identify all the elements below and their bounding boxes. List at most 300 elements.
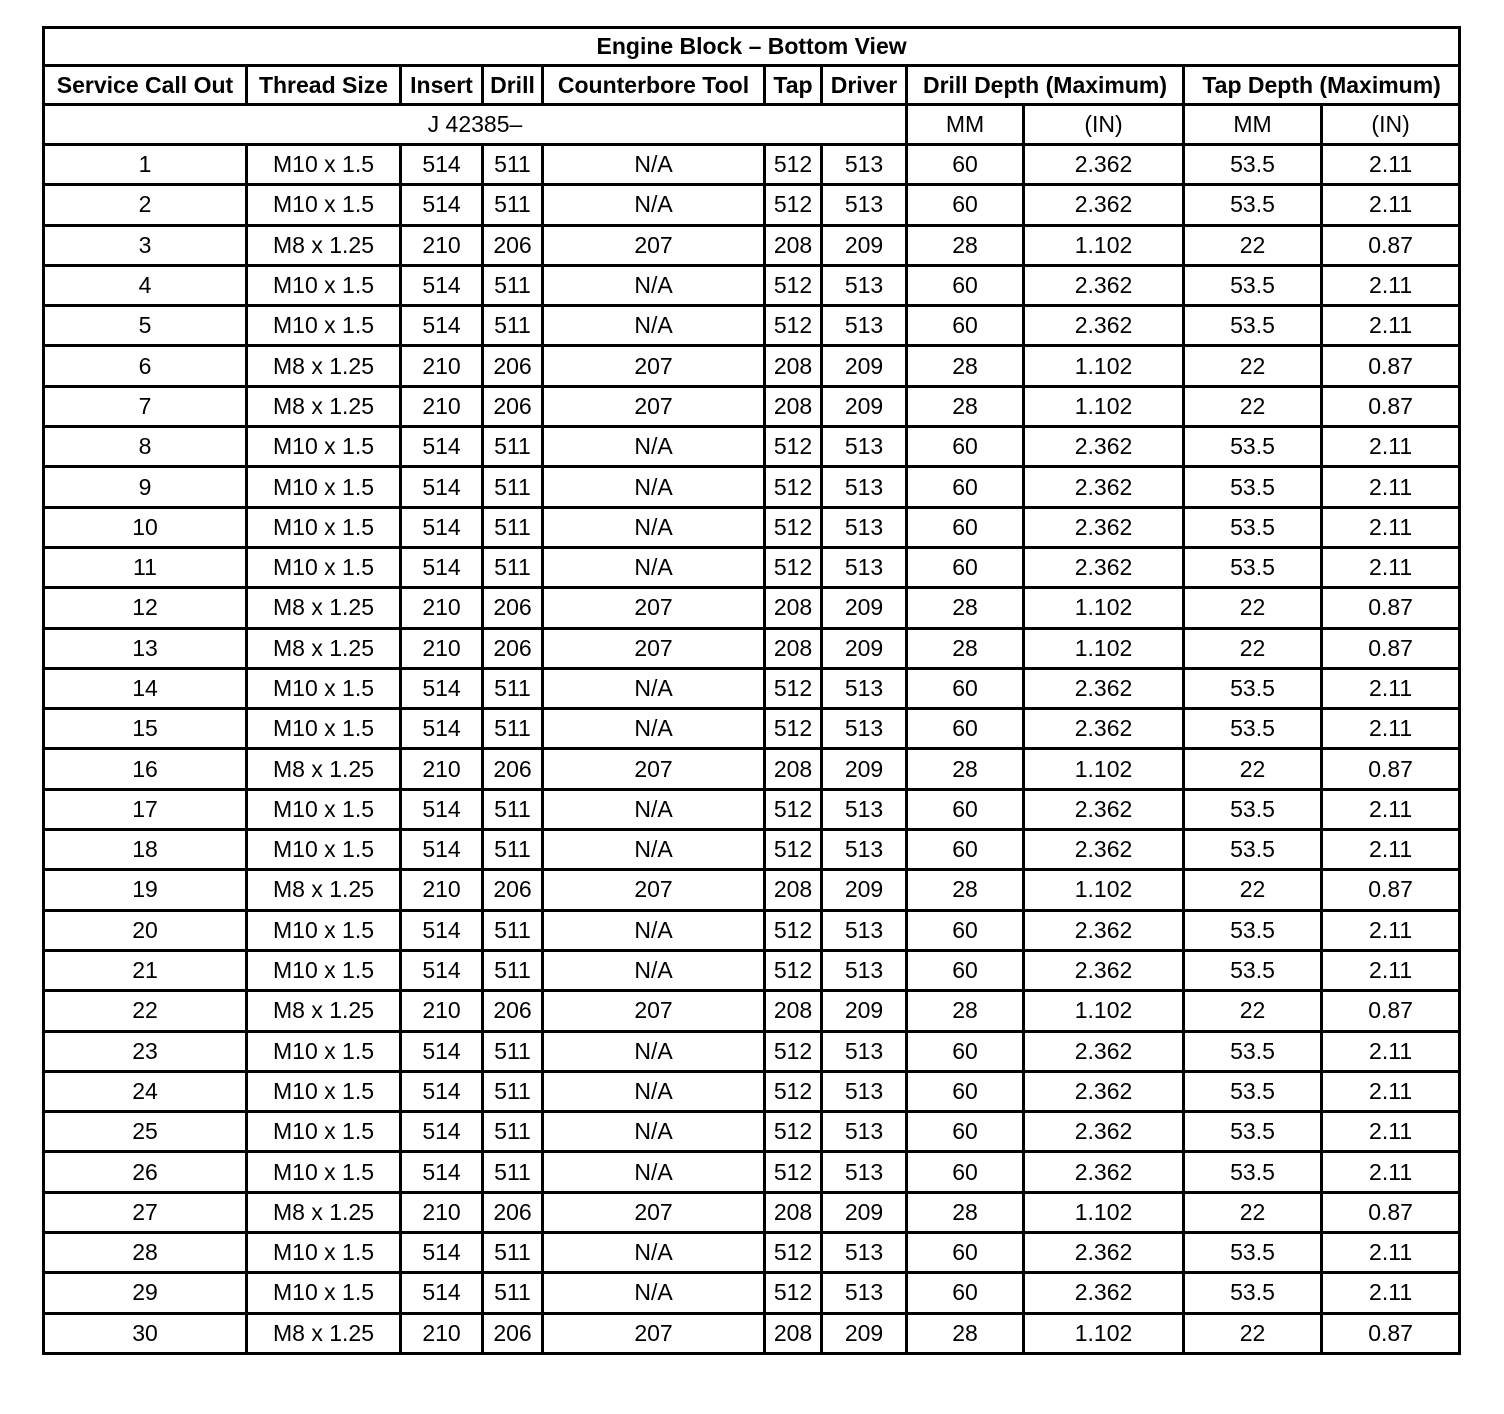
cell-tap: 512 bbox=[765, 145, 822, 185]
cell-drill-depth-mm: 60 bbox=[907, 668, 1024, 708]
cell-thread-size: M10 x 1.5 bbox=[247, 1273, 401, 1313]
cell-driver: 209 bbox=[822, 1192, 907, 1232]
cell-tap-depth-in: 0.87 bbox=[1322, 991, 1460, 1031]
cell-drill: 511 bbox=[483, 547, 543, 587]
cell-insert: 514 bbox=[401, 1112, 483, 1152]
cell-tap: 512 bbox=[765, 668, 822, 708]
cell-drill-depth-mm: 60 bbox=[907, 1071, 1024, 1111]
cell-drill-depth-mm: 28 bbox=[907, 225, 1024, 265]
cell-drill-depth-in: 2.362 bbox=[1024, 1233, 1184, 1273]
cell-drill: 511 bbox=[483, 1233, 543, 1273]
cell-tap-depth-in: 2.11 bbox=[1322, 547, 1460, 587]
cell-insert: 514 bbox=[401, 1233, 483, 1273]
cell-drill-depth-in: 2.362 bbox=[1024, 830, 1184, 870]
cell-thread-size: M10 x 1.5 bbox=[247, 507, 401, 547]
cell-service-call-out: 28 bbox=[44, 1233, 247, 1273]
cell-tap-depth-in: 2.11 bbox=[1322, 1233, 1460, 1273]
cell-drill: 511 bbox=[483, 427, 543, 467]
cell-tap: 512 bbox=[765, 1233, 822, 1273]
cell-driver: 513 bbox=[822, 1112, 907, 1152]
cell-tap-depth-mm: 53.5 bbox=[1184, 709, 1322, 749]
cell-service-call-out: 5 bbox=[44, 306, 247, 346]
cell-drill-depth-mm: 28 bbox=[907, 386, 1024, 426]
cell-drill-depth-mm: 28 bbox=[907, 870, 1024, 910]
header-tap-depth: Tap Depth (Maximum) bbox=[1184, 66, 1460, 105]
cell-driver: 513 bbox=[822, 1031, 907, 1071]
cell-counterbore-tool: 207 bbox=[543, 991, 765, 1031]
cell-tap-depth-mm: 22 bbox=[1184, 386, 1322, 426]
cell-tap-depth-in: 2.11 bbox=[1322, 950, 1460, 990]
cell-drill-depth-mm: 28 bbox=[907, 991, 1024, 1031]
cell-counterbore-tool: N/A bbox=[543, 1112, 765, 1152]
cell-drill: 511 bbox=[483, 910, 543, 950]
cell-counterbore-tool: N/A bbox=[543, 950, 765, 990]
cell-tap-depth-mm: 53.5 bbox=[1184, 668, 1322, 708]
cell-service-call-out: 9 bbox=[44, 467, 247, 507]
table-row bbox=[44, 1071, 1460, 1111]
cell-tap: 512 bbox=[765, 709, 822, 749]
cell-thread-size: M10 x 1.5 bbox=[247, 265, 401, 305]
cell-tap-depth-mm: 53.5 bbox=[1184, 1273, 1322, 1313]
cell-drill-depth-in: 1.102 bbox=[1024, 1313, 1184, 1353]
cell-counterbore-tool: N/A bbox=[543, 709, 765, 749]
cell-service-call-out: 25 bbox=[44, 1112, 247, 1152]
table-row bbox=[44, 1192, 1460, 1232]
tap-depth-mm-unit: MM bbox=[1184, 105, 1322, 145]
cell-drill-depth-in: 1.102 bbox=[1024, 870, 1184, 910]
cell-service-call-out: 30 bbox=[44, 1313, 247, 1353]
table-row bbox=[44, 467, 1460, 507]
table-row bbox=[44, 588, 1460, 628]
cell-insert: 514 bbox=[401, 145, 483, 185]
cell-drill: 511 bbox=[483, 1031, 543, 1071]
cell-service-call-out: 23 bbox=[44, 1031, 247, 1071]
cell-drill-depth-in: 2.362 bbox=[1024, 668, 1184, 708]
header-drill: Drill bbox=[483, 66, 543, 105]
cell-tap: 208 bbox=[765, 991, 822, 1031]
cell-counterbore-tool: N/A bbox=[543, 668, 765, 708]
cell-drill-depth-mm: 60 bbox=[907, 547, 1024, 587]
cell-thread-size: M8 x 1.25 bbox=[247, 386, 401, 426]
cell-insert: 210 bbox=[401, 991, 483, 1031]
cell-tap: 512 bbox=[765, 950, 822, 990]
cell-driver: 513 bbox=[822, 427, 907, 467]
cell-tap-depth-mm: 22 bbox=[1184, 991, 1322, 1031]
cell-tap-depth-in: 2.11 bbox=[1322, 467, 1460, 507]
cell-drill-depth-mm: 60 bbox=[907, 1031, 1024, 1071]
cell-drill-depth-in: 2.362 bbox=[1024, 1273, 1184, 1313]
cell-insert: 514 bbox=[401, 1071, 483, 1111]
table-row bbox=[44, 386, 1460, 426]
cell-insert: 514 bbox=[401, 1031, 483, 1071]
cell-drill: 511 bbox=[483, 507, 543, 547]
cell-tap-depth-mm: 53.5 bbox=[1184, 910, 1322, 950]
cell-insert: 514 bbox=[401, 668, 483, 708]
cell-drill-depth-mm: 28 bbox=[907, 628, 1024, 668]
cell-drill-depth-in: 2.362 bbox=[1024, 1031, 1184, 1071]
cell-drill-depth-in: 2.362 bbox=[1024, 709, 1184, 749]
cell-service-call-out: 19 bbox=[44, 870, 247, 910]
cell-drill-depth-in: 2.362 bbox=[1024, 145, 1184, 185]
cell-driver: 513 bbox=[822, 547, 907, 587]
cell-drill-depth-mm: 60 bbox=[907, 950, 1024, 990]
cell-insert: 514 bbox=[401, 1152, 483, 1192]
header-thread-size: Thread Size bbox=[247, 66, 401, 105]
cell-tap-depth-mm: 22 bbox=[1184, 588, 1322, 628]
cell-thread-size: M8 x 1.25 bbox=[247, 225, 401, 265]
cell-service-call-out: 4 bbox=[44, 265, 247, 305]
cell-tap-depth-mm: 53.5 bbox=[1184, 265, 1322, 305]
table-row bbox=[44, 991, 1460, 1031]
cell-drill-depth-mm: 60 bbox=[907, 507, 1024, 547]
cell-thread-size: M10 x 1.5 bbox=[247, 1031, 401, 1071]
cell-tap: 512 bbox=[765, 1071, 822, 1111]
cell-tap-depth-in: 0.87 bbox=[1322, 588, 1460, 628]
cell-insert: 514 bbox=[401, 547, 483, 587]
cell-drill: 206 bbox=[483, 1313, 543, 1353]
cell-drill-depth-in: 2.362 bbox=[1024, 265, 1184, 305]
cell-counterbore-tool: N/A bbox=[543, 507, 765, 547]
cell-insert: 210 bbox=[401, 870, 483, 910]
cell-tap: 208 bbox=[765, 628, 822, 668]
cell-counterbore-tool: N/A bbox=[543, 910, 765, 950]
cell-service-call-out: 8 bbox=[44, 427, 247, 467]
cell-insert: 514 bbox=[401, 467, 483, 507]
cell-tap-depth-in: 0.87 bbox=[1322, 346, 1460, 386]
cell-service-call-out: 24 bbox=[44, 1071, 247, 1111]
cell-service-call-out: 6 bbox=[44, 346, 247, 386]
cell-tap: 208 bbox=[765, 225, 822, 265]
cell-service-call-out: 17 bbox=[44, 789, 247, 829]
cell-tap: 512 bbox=[765, 427, 822, 467]
table-row bbox=[44, 265, 1460, 305]
cell-tap-depth-mm: 53.5 bbox=[1184, 547, 1322, 587]
cell-thread-size: M10 x 1.5 bbox=[247, 1112, 401, 1152]
cell-driver: 209 bbox=[822, 870, 907, 910]
cell-service-call-out: 21 bbox=[44, 950, 247, 990]
cell-counterbore-tool: N/A bbox=[543, 467, 765, 507]
cell-thread-size: M8 x 1.25 bbox=[247, 628, 401, 668]
table-title: Engine Block – Bottom View bbox=[44, 28, 1460, 66]
cell-drill-depth-mm: 60 bbox=[907, 427, 1024, 467]
cell-drill-depth-mm: 60 bbox=[907, 145, 1024, 185]
cell-tap-depth-mm: 53.5 bbox=[1184, 789, 1322, 829]
cell-tap-depth-mm: 53.5 bbox=[1184, 830, 1322, 870]
table-row bbox=[44, 507, 1460, 547]
cell-insert: 514 bbox=[401, 1273, 483, 1313]
cell-drill: 511 bbox=[483, 789, 543, 829]
cell-tap-depth-in: 0.87 bbox=[1322, 386, 1460, 426]
cell-tap-depth-mm: 22 bbox=[1184, 1192, 1322, 1232]
cell-driver: 513 bbox=[822, 185, 907, 225]
cell-tap-depth-mm: 53.5 bbox=[1184, 185, 1322, 225]
cell-drill-depth-in: 1.102 bbox=[1024, 991, 1184, 1031]
cell-drill: 511 bbox=[483, 467, 543, 507]
cell-drill-depth-mm: 60 bbox=[907, 830, 1024, 870]
cell-drill-depth-mm: 60 bbox=[907, 265, 1024, 305]
cell-drill-depth-mm: 60 bbox=[907, 1273, 1024, 1313]
cell-drill-depth-in: 2.362 bbox=[1024, 1152, 1184, 1192]
cell-thread-size: M8 x 1.25 bbox=[247, 749, 401, 789]
cell-service-call-out: 26 bbox=[44, 1152, 247, 1192]
cell-driver: 513 bbox=[822, 1233, 907, 1273]
cell-tap-depth-mm: 53.5 bbox=[1184, 1071, 1322, 1111]
table-row bbox=[44, 1313, 1460, 1353]
cell-driver: 513 bbox=[822, 789, 907, 829]
cell-service-call-out: 10 bbox=[44, 507, 247, 547]
header-drill-depth: Drill Depth (Maximum) bbox=[907, 66, 1184, 105]
cell-counterbore-tool: N/A bbox=[543, 306, 765, 346]
cell-counterbore-tool: N/A bbox=[543, 1071, 765, 1111]
cell-service-call-out: 14 bbox=[44, 668, 247, 708]
cell-drill: 511 bbox=[483, 1112, 543, 1152]
cell-service-call-out: 29 bbox=[44, 1273, 247, 1313]
cell-drill-depth-mm: 60 bbox=[907, 1112, 1024, 1152]
cell-insert: 210 bbox=[401, 386, 483, 426]
cell-thread-size: M10 x 1.5 bbox=[247, 668, 401, 708]
cell-service-call-out: 13 bbox=[44, 628, 247, 668]
cell-insert: 210 bbox=[401, 749, 483, 789]
cell-counterbore-tool: 207 bbox=[543, 1192, 765, 1232]
cell-tap-depth-in: 2.11 bbox=[1322, 789, 1460, 829]
cell-drill-depth-mm: 60 bbox=[907, 709, 1024, 749]
cell-drill-depth-in: 2.362 bbox=[1024, 789, 1184, 829]
cell-driver: 513 bbox=[822, 306, 907, 346]
cell-tap: 512 bbox=[765, 467, 822, 507]
cell-insert: 514 bbox=[401, 910, 483, 950]
cell-counterbore-tool: N/A bbox=[543, 1152, 765, 1192]
cell-insert: 210 bbox=[401, 1192, 483, 1232]
cell-drill: 206 bbox=[483, 346, 543, 386]
cell-drill: 206 bbox=[483, 1192, 543, 1232]
cell-drill: 511 bbox=[483, 1071, 543, 1111]
table-row bbox=[44, 749, 1460, 789]
cell-driver: 513 bbox=[822, 265, 907, 305]
cell-driver: 513 bbox=[822, 910, 907, 950]
cell-counterbore-tool: N/A bbox=[543, 547, 765, 587]
cell-drill-depth-mm: 28 bbox=[907, 749, 1024, 789]
cell-driver: 209 bbox=[822, 386, 907, 426]
cell-driver: 209 bbox=[822, 588, 907, 628]
cell-counterbore-tool: 207 bbox=[543, 386, 765, 426]
cell-thread-size: M10 x 1.5 bbox=[247, 145, 401, 185]
table-row bbox=[44, 185, 1460, 225]
cell-drill: 511 bbox=[483, 668, 543, 708]
cell-drill: 511 bbox=[483, 185, 543, 225]
cell-drill-depth-in: 1.102 bbox=[1024, 749, 1184, 789]
cell-thread-size: M8 x 1.25 bbox=[247, 870, 401, 910]
cell-drill: 206 bbox=[483, 588, 543, 628]
cell-tap-depth-in: 0.87 bbox=[1322, 225, 1460, 265]
cell-tap-depth-in: 2.11 bbox=[1322, 1112, 1460, 1152]
header-counterbore-tool: Counterbore Tool bbox=[543, 66, 765, 105]
cell-tap-depth-mm: 53.5 bbox=[1184, 1152, 1322, 1192]
cell-driver: 513 bbox=[822, 668, 907, 708]
cell-thread-size: M10 x 1.5 bbox=[247, 185, 401, 225]
cell-driver: 209 bbox=[822, 346, 907, 386]
cell-tap-depth-mm: 53.5 bbox=[1184, 950, 1322, 990]
cell-tap-depth-mm: 22 bbox=[1184, 628, 1322, 668]
cell-driver: 513 bbox=[822, 467, 907, 507]
cell-tap-depth-in: 2.11 bbox=[1322, 185, 1460, 225]
cell-insert: 210 bbox=[401, 588, 483, 628]
cell-tap-depth-in: 2.11 bbox=[1322, 709, 1460, 749]
cell-service-call-out: 11 bbox=[44, 547, 247, 587]
cell-tap: 512 bbox=[765, 1112, 822, 1152]
table-row bbox=[44, 306, 1460, 346]
cell-drill: 206 bbox=[483, 749, 543, 789]
cell-tap-depth-in: 0.87 bbox=[1322, 1192, 1460, 1232]
cell-tap-depth-in: 2.11 bbox=[1322, 507, 1460, 547]
cell-drill-depth-mm: 60 bbox=[907, 910, 1024, 950]
cell-counterbore-tool: 207 bbox=[543, 225, 765, 265]
cell-drill: 511 bbox=[483, 830, 543, 870]
table-row bbox=[44, 628, 1460, 668]
cell-drill-depth-mm: 60 bbox=[907, 467, 1024, 507]
cell-drill-depth-mm: 60 bbox=[907, 1233, 1024, 1273]
cell-drill-depth-in: 1.102 bbox=[1024, 588, 1184, 628]
cell-thread-size: M8 x 1.25 bbox=[247, 588, 401, 628]
cell-counterbore-tool: N/A bbox=[543, 427, 765, 467]
cell-service-call-out: 1 bbox=[44, 145, 247, 185]
header-tap: Tap bbox=[765, 66, 822, 105]
cell-drill: 206 bbox=[483, 628, 543, 668]
cell-thread-size: M8 x 1.25 bbox=[247, 991, 401, 1031]
cell-drill: 511 bbox=[483, 1273, 543, 1313]
table-row bbox=[44, 1152, 1460, 1192]
cell-counterbore-tool: N/A bbox=[543, 789, 765, 829]
cell-drill-depth-mm: 28 bbox=[907, 1313, 1024, 1353]
cell-service-call-out: 20 bbox=[44, 910, 247, 950]
cell-tap: 512 bbox=[765, 1273, 822, 1313]
cell-insert: 514 bbox=[401, 185, 483, 225]
cell-insert: 210 bbox=[401, 1313, 483, 1353]
cell-tap-depth-in: 2.11 bbox=[1322, 306, 1460, 346]
cell-driver: 513 bbox=[822, 1071, 907, 1111]
table-row bbox=[44, 668, 1460, 708]
table-row bbox=[44, 1031, 1460, 1071]
cell-tap-depth-in: 2.11 bbox=[1322, 1071, 1460, 1111]
cell-thread-size: M10 x 1.5 bbox=[247, 950, 401, 990]
tool-prefix: J 42385– bbox=[44, 105, 907, 145]
drill-depth-mm-unit: MM bbox=[907, 105, 1024, 145]
cell-tap-depth-in: 2.11 bbox=[1322, 910, 1460, 950]
cell-service-call-out: 16 bbox=[44, 749, 247, 789]
cell-drill-depth-mm: 60 bbox=[907, 185, 1024, 225]
cell-thread-size: M10 x 1.5 bbox=[247, 910, 401, 950]
cell-tap-depth-mm: 53.5 bbox=[1184, 145, 1322, 185]
cell-driver: 513 bbox=[822, 1273, 907, 1313]
cell-tap-depth-in: 2.11 bbox=[1322, 830, 1460, 870]
cell-insert: 514 bbox=[401, 265, 483, 305]
cell-drill: 511 bbox=[483, 950, 543, 990]
cell-drill-depth-in: 2.362 bbox=[1024, 427, 1184, 467]
cell-thread-size: M10 x 1.5 bbox=[247, 709, 401, 749]
cell-driver: 209 bbox=[822, 749, 907, 789]
cell-drill-depth-in: 1.102 bbox=[1024, 225, 1184, 265]
cell-drill: 206 bbox=[483, 386, 543, 426]
cell-drill-depth-in: 2.362 bbox=[1024, 306, 1184, 346]
cell-drill: 511 bbox=[483, 709, 543, 749]
table-body bbox=[44, 145, 1460, 1354]
cell-thread-size: M10 x 1.5 bbox=[247, 467, 401, 507]
cell-drill-depth-mm: 60 bbox=[907, 1152, 1024, 1192]
cell-tap: 208 bbox=[765, 749, 822, 789]
table-row bbox=[44, 225, 1460, 265]
cell-tap-depth-mm: 53.5 bbox=[1184, 1233, 1322, 1273]
cell-tap-depth-in: 2.11 bbox=[1322, 668, 1460, 708]
cell-tap-depth-mm: 53.5 bbox=[1184, 1031, 1322, 1071]
cell-drill: 206 bbox=[483, 870, 543, 910]
cell-drill: 511 bbox=[483, 265, 543, 305]
cell-tap: 208 bbox=[765, 346, 822, 386]
cell-tap: 512 bbox=[765, 830, 822, 870]
cell-insert: 514 bbox=[401, 950, 483, 990]
cell-tap-depth-mm: 22 bbox=[1184, 1313, 1322, 1353]
table-row bbox=[44, 346, 1460, 386]
cell-tap: 512 bbox=[765, 1152, 822, 1192]
tool-table bbox=[42, 26, 1461, 1355]
cell-driver: 513 bbox=[822, 145, 907, 185]
cell-tap: 512 bbox=[765, 185, 822, 225]
cell-tap-depth-mm: 53.5 bbox=[1184, 427, 1322, 467]
cell-driver: 209 bbox=[822, 991, 907, 1031]
cell-tap-depth-mm: 22 bbox=[1184, 346, 1322, 386]
cell-thread-size: M8 x 1.25 bbox=[247, 346, 401, 386]
cell-tap-depth-in: 0.87 bbox=[1322, 628, 1460, 668]
cell-drill-depth-in: 2.362 bbox=[1024, 910, 1184, 950]
cell-tap-depth-mm: 22 bbox=[1184, 225, 1322, 265]
cell-drill: 511 bbox=[483, 306, 543, 346]
table-row bbox=[44, 830, 1460, 870]
cell-drill-depth-in: 2.362 bbox=[1024, 185, 1184, 225]
table-row bbox=[44, 709, 1460, 749]
table-row bbox=[44, 427, 1460, 467]
cell-driver: 513 bbox=[822, 507, 907, 547]
cell-drill-depth-in: 1.102 bbox=[1024, 1192, 1184, 1232]
cell-insert: 210 bbox=[401, 628, 483, 668]
table-row bbox=[44, 547, 1460, 587]
cell-service-call-out: 7 bbox=[44, 386, 247, 426]
cell-driver: 209 bbox=[822, 628, 907, 668]
cell-counterbore-tool: 207 bbox=[543, 346, 765, 386]
cell-tap-depth-mm: 53.5 bbox=[1184, 1112, 1322, 1152]
cell-tap-depth-in: 0.87 bbox=[1322, 749, 1460, 789]
cell-tap-depth-in: 0.87 bbox=[1322, 1313, 1460, 1353]
cell-tap: 208 bbox=[765, 870, 822, 910]
cell-tap: 512 bbox=[765, 789, 822, 829]
cell-tap-depth-in: 2.11 bbox=[1322, 1031, 1460, 1071]
cell-drill: 511 bbox=[483, 145, 543, 185]
cell-drill-depth-mm: 28 bbox=[907, 346, 1024, 386]
cell-counterbore-tool: 207 bbox=[543, 1313, 765, 1353]
cell-tap: 512 bbox=[765, 265, 822, 305]
table-row bbox=[44, 870, 1460, 910]
table-row bbox=[44, 910, 1460, 950]
cell-thread-size: M10 x 1.5 bbox=[247, 789, 401, 829]
cell-thread-size: M10 x 1.5 bbox=[247, 830, 401, 870]
table-row bbox=[44, 950, 1460, 990]
cell-drill-depth-mm: 60 bbox=[907, 789, 1024, 829]
cell-thread-size: M10 x 1.5 bbox=[247, 306, 401, 346]
cell-driver: 209 bbox=[822, 1313, 907, 1353]
cell-counterbore-tool: N/A bbox=[543, 830, 765, 870]
cell-insert: 210 bbox=[401, 346, 483, 386]
cell-tap: 512 bbox=[765, 507, 822, 547]
cell-tap-depth-mm: 22 bbox=[1184, 870, 1322, 910]
cell-drill-depth-in: 2.362 bbox=[1024, 467, 1184, 507]
cell-driver: 209 bbox=[822, 225, 907, 265]
